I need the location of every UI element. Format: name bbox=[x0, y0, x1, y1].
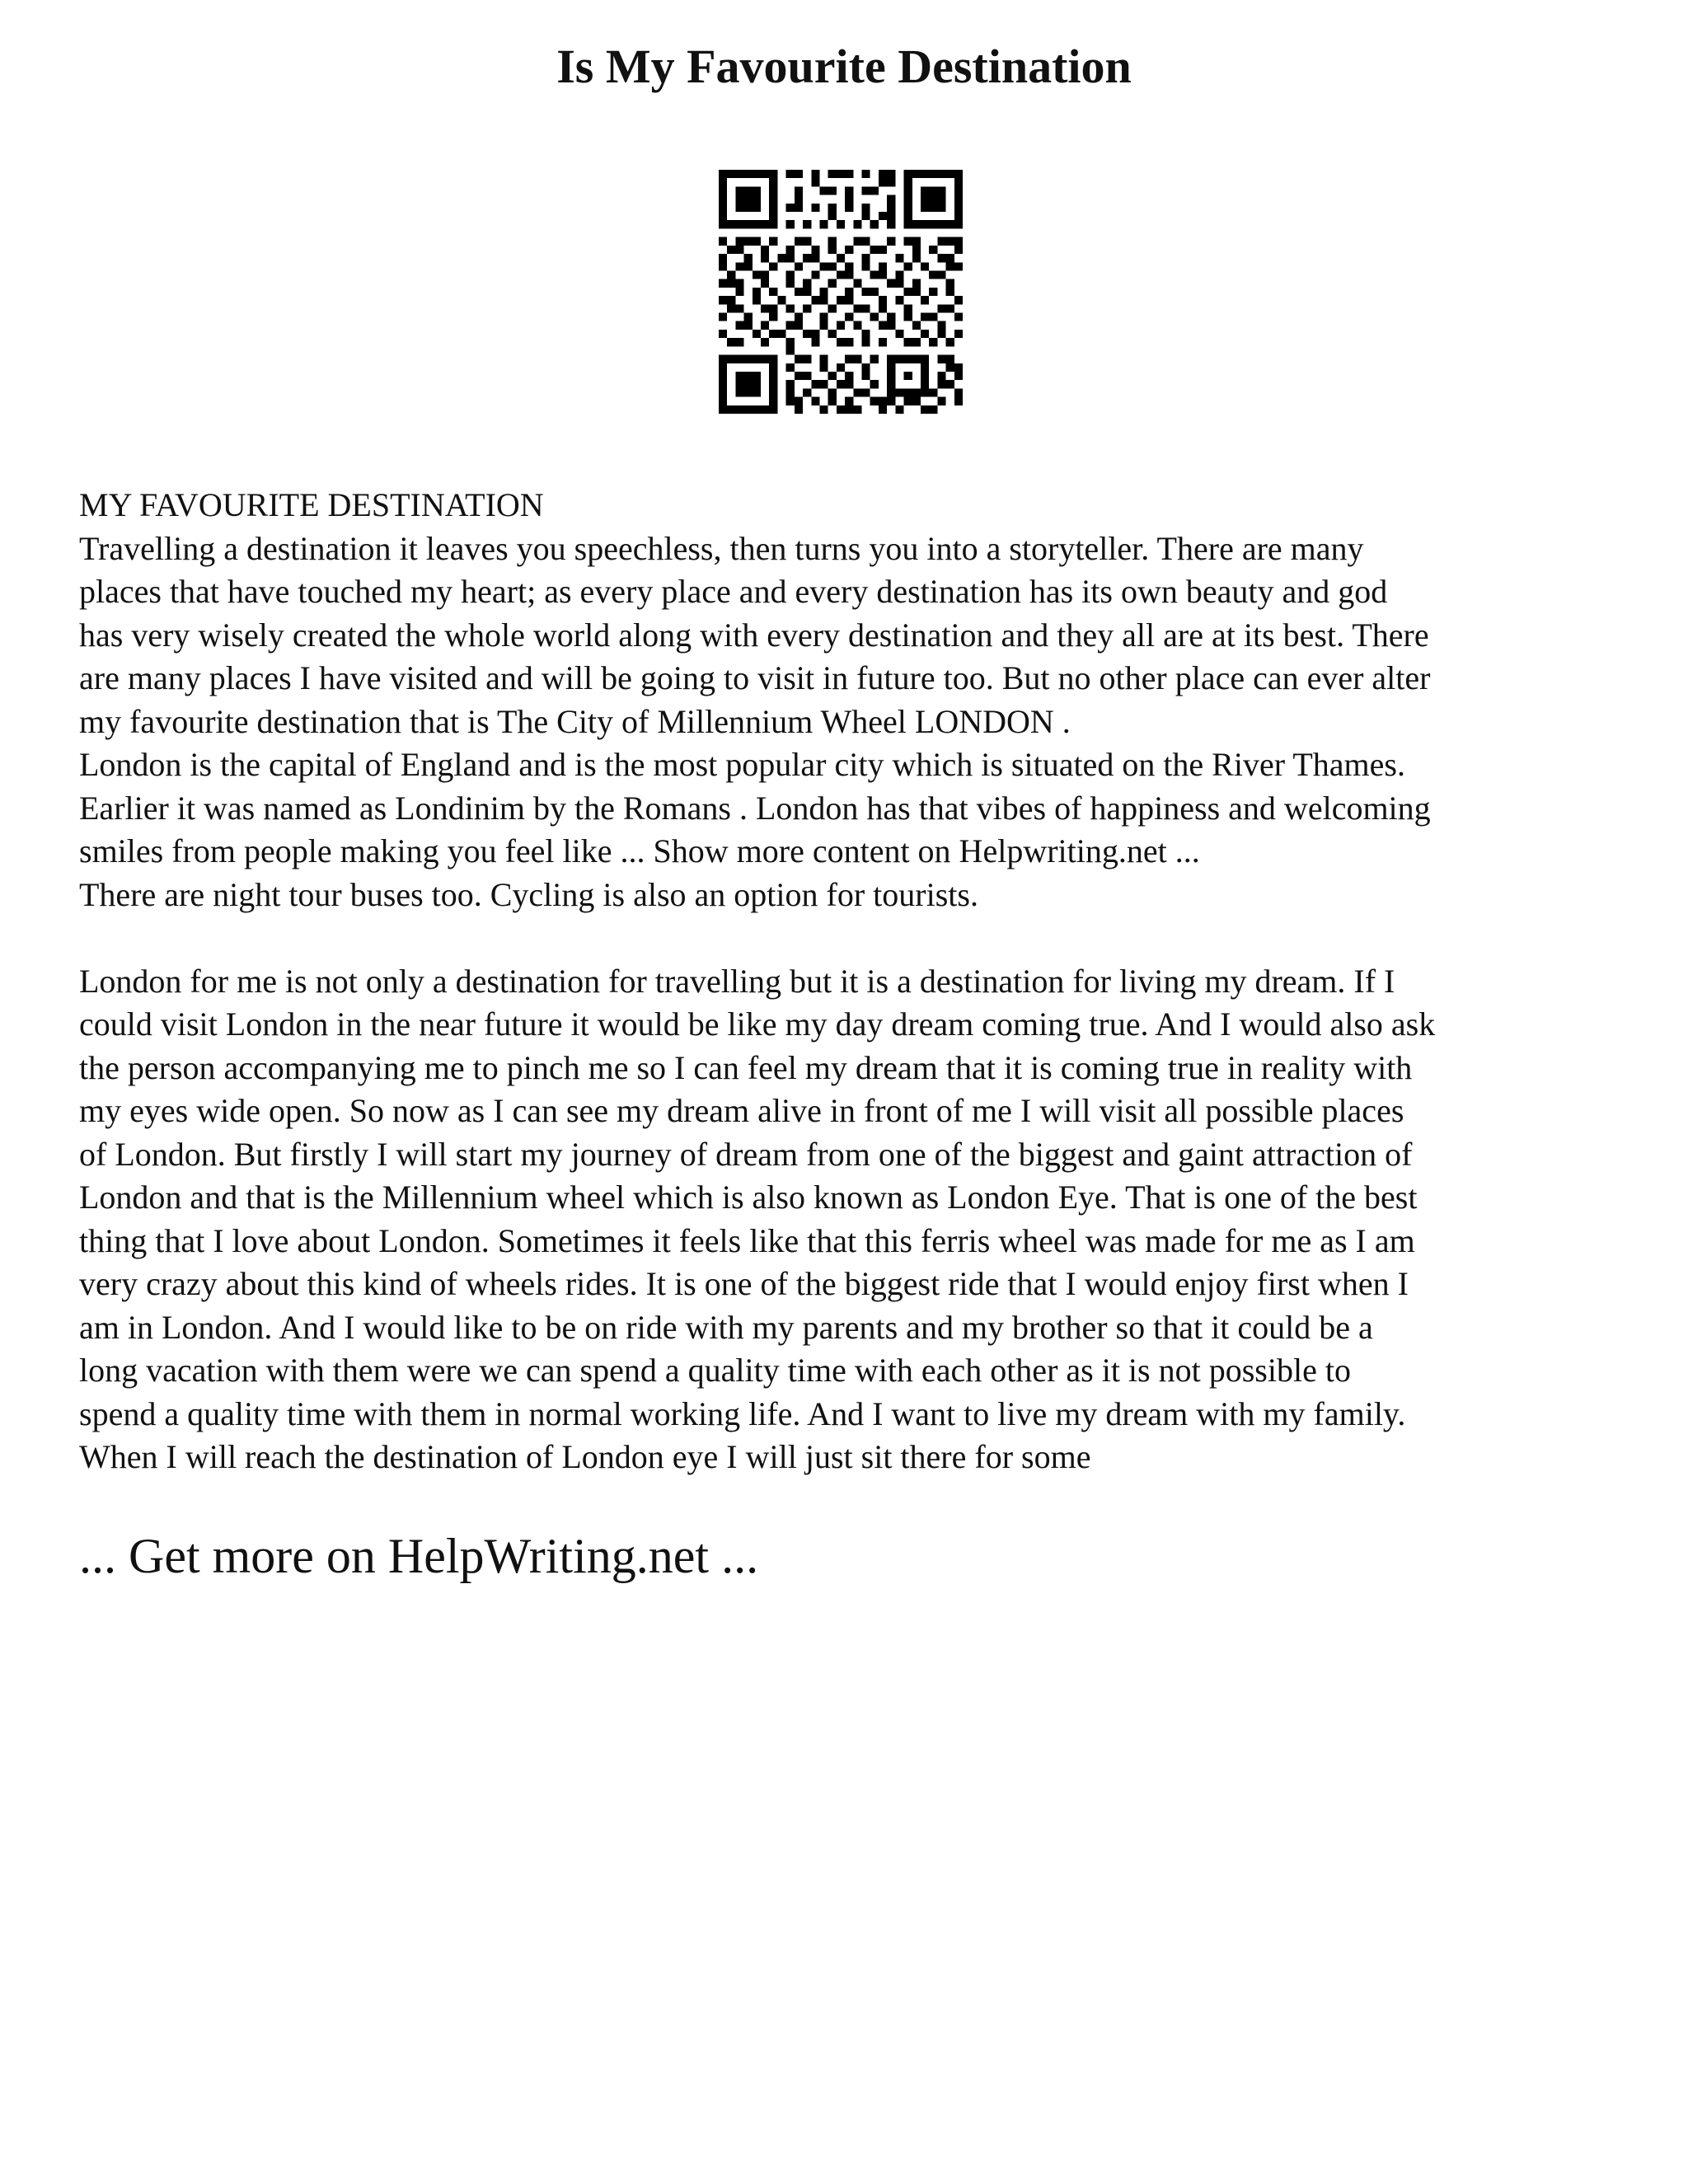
paragraph-dream: London for me is not only a destination for travelling but it is a destination for living my dream. If I could visit London in the near future it would be like my day dream coming true. And I would also ask the person accompanying me to pinch me so I can feel my dream that it is coming true in reality with my eyes wide open. So now as I can see my dream alive in front of me I will visit all possible places of London. But firstly I will start my journey of dream from one of the biggest and gaint attraction of London and that is the Millennium wheel which is also known as London Eye. That is one of the best thing that I love about London. Sometimes it feels like that this ferris wheel was made for me as I am very crazy about this kind of wheels rides. It is one of the biggest ride that I would enjoy first when I am in London. And I would like to be on ride with my parents and my brother so that it could be a long vacation with them were we can spend a quality time with each other as it is not possible to spend a quality time with them in normal working life. And I want to live my dream with my family. When I will reach the destination of London eye I will just sit there for some bbox=[79, 962, 1436, 1475]
paragraph-london: London is the capital of England and is the most popular city which is situated on the River Thames. Earlier it was named as Londinim by the Romans . London has that vibes of happiness and welcoming smiles from people making you feel like ... Show more content on Helpwriting.net ... bbox=[79, 746, 1431, 869]
paragraph-intro: Travelling a destination it leaves you speechless, then turns you into a storyteller. There are many places that have touched my heart; as every place and every destination has its own beauty and god has very wisely created the whole world along with every destination and they all are at its best. There are many places I have visited and will be going to visit in future too. But no other place can ever alter my favourite destination that is The City of Millennium Wheel LONDON . bbox=[79, 529, 1431, 740]
paragraph-spacer bbox=[79, 916, 1629, 960]
get-more-link[interactable]: ... Get more on HelpWriting.net ... bbox=[79, 1529, 759, 1583]
page-title: Is My Favourite Destination bbox=[556, 40, 1132, 93]
article-heading: MY FAVOURITE DESTINATION bbox=[79, 486, 544, 523]
article-body bbox=[79, 484, 1629, 1479]
paragraph-tours: There are night tour buses too. Cycling is also an option for tourists. bbox=[79, 875, 978, 913]
qr-code-icon[interactable] bbox=[719, 170, 963, 414]
